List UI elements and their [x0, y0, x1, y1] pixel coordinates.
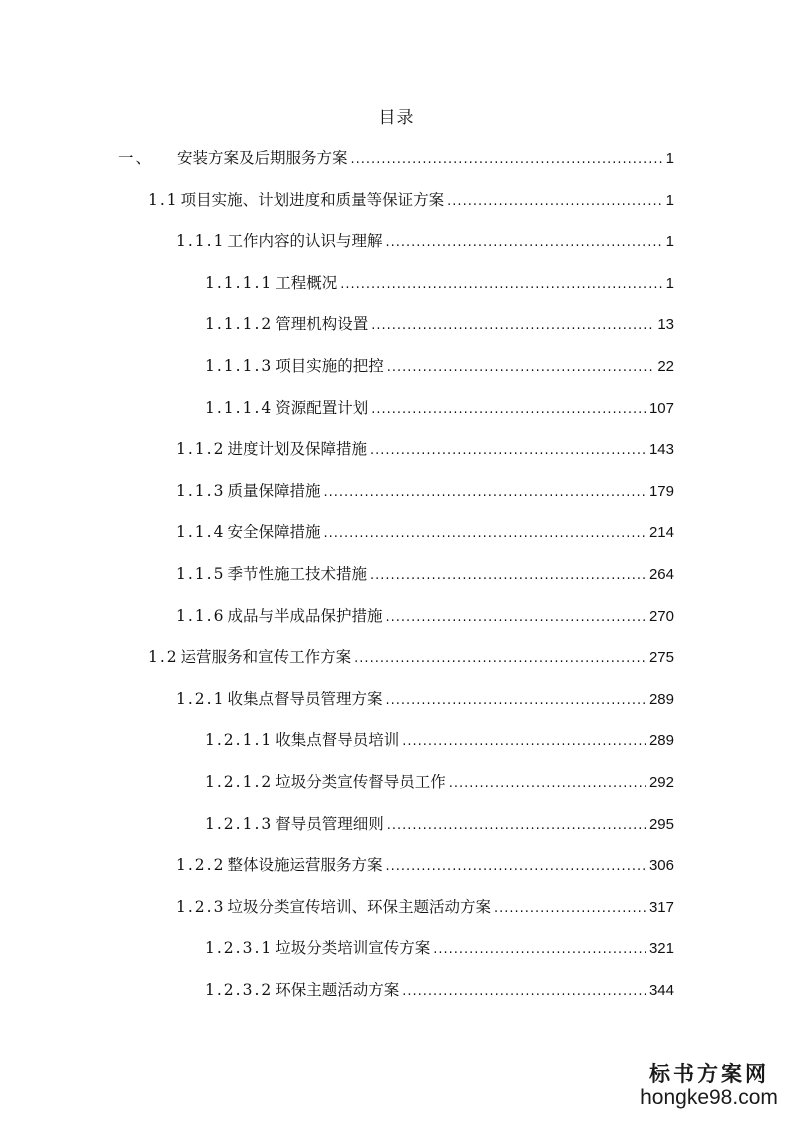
- toc-leader-dots: [354, 641, 646, 677]
- toc-entry-title: 督导员管理细则: [275, 814, 384, 833]
- toc-entry-page: 321: [648, 940, 674, 958]
- toc-entry-page: 22: [657, 358, 674, 375]
- toc-entry-page: 107: [648, 399, 674, 417]
- toc-entry-number: 1.2: [148, 648, 179, 667]
- toc-entry[interactable]: [176, 681, 674, 717]
- toc-entry-title: 收集点督导员培训: [275, 731, 400, 750]
- toc-entry-title: 垃圾分类培训宣传方案: [275, 939, 431, 958]
- toc-entry-page: 295: [648, 815, 674, 833]
- toc-entry-title: 安全保障措施: [227, 523, 321, 542]
- toc-entry-number: 1.2.2: [176, 856, 226, 875]
- toc-leader-dots: [370, 558, 646, 594]
- toc-entry-number: 1.2.3.2: [205, 981, 274, 999]
- toc-leader-dots: [402, 724, 646, 760]
- toc-entry[interactable]: [148, 639, 674, 675]
- toc-entry[interactable]: [118, 140, 674, 176]
- toc-entry-title: 整体设施运营服务方案: [227, 856, 383, 875]
- toc-leader-dots: [323, 516, 646, 552]
- toc-entry-title: 垃圾分类宣传培训、环保主题活动方案: [227, 897, 491, 916]
- toc-entry-number: 1.2.1.3: [205, 814, 274, 833]
- toc-entry-page: 1: [665, 191, 674, 209]
- toc-entry-number: 1.2.3.1: [205, 939, 274, 958]
- toc-entry-title: 项目实施的把控: [275, 357, 384, 375]
- toc-entry-number: 1.1.4: [176, 523, 226, 542]
- toc-entry-title: 进度计划及保障措施: [227, 440, 367, 459]
- toc-entry-page: 13: [657, 316, 674, 334]
- toc-entry-page: 214: [648, 524, 674, 542]
- toc-leader-dots: [447, 184, 662, 220]
- toc-entry-page: 306: [648, 857, 674, 875]
- toc-entry-number: 1.2.3: [176, 897, 226, 916]
- toc-entry-title: 工作内容的认识与理解: [227, 232, 383, 251]
- toc-entry[interactable]: [205, 930, 674, 966]
- toc-leader-dots: [323, 475, 646, 511]
- toc-entry-title: 质量保障措施: [227, 481, 321, 500]
- toc-entry-page: 275: [648, 649, 674, 667]
- toc-entry-page: 270: [648, 607, 674, 625]
- toc-entry-number: 1.1.1.4: [205, 398, 274, 417]
- toc-entry-number: 1.1.1.2: [205, 315, 274, 334]
- toc-leader-dots: [351, 142, 663, 178]
- toc-leader-dots: [449, 766, 646, 802]
- toc-entry-page: 143: [648, 441, 674, 459]
- toc-entry-number: 1.1.2: [176, 440, 226, 459]
- toc-entry[interactable]: [205, 265, 674, 301]
- toc-entry[interactable]: [176, 556, 674, 592]
- toc-entry-number: 一、: [118, 149, 154, 167]
- toc-entry-page: 179: [648, 482, 674, 500]
- toc-entry-page: 292: [648, 774, 674, 791]
- toc-leader-dots: [370, 433, 646, 469]
- toc-entry[interactable]: [148, 182, 674, 218]
- toc-entry[interactable]: [205, 390, 674, 426]
- toc-entry-title: 管理机构设置: [275, 315, 369, 334]
- toc-entry-page: 289: [648, 732, 674, 750]
- toc-leader-dots: [371, 308, 654, 344]
- toc-entry-number: 1.1.6: [176, 606, 226, 625]
- toc-leader-dots: [433, 932, 646, 968]
- toc-entry[interactable]: [205, 972, 674, 1008]
- toc-entry-number: 1.1.3: [176, 481, 226, 500]
- toc-entry-number: 1.2.1.2: [205, 773, 274, 791]
- toc-entry[interactable]: [176, 889, 674, 925]
- toc-entry-title: 垃圾分类宣传督导员工作: [275, 773, 446, 791]
- toc-leader-dots: [402, 974, 646, 1010]
- toc-leader-dots: [387, 350, 655, 386]
- toc-leader-dots: [385, 849, 646, 885]
- toc-entry-page: 289: [648, 690, 674, 708]
- toc-entry-page: 264: [648, 566, 674, 583]
- toc-entry-title: 收集点督导员管理方案: [227, 689, 383, 708]
- toc-entry[interactable]: [205, 806, 674, 842]
- toc-title: 目录: [378, 108, 415, 128]
- toc-entry-title: 成品与半成品保护措施: [227, 606, 383, 625]
- watermark-name: 标书方案网: [649, 1061, 769, 1086]
- toc-entry-number: 1.2.1.1: [205, 731, 274, 750]
- toc-entry-title: 环保主题活动方案: [275, 981, 400, 999]
- toc-entry[interactable]: [176, 473, 674, 509]
- toc-leader-dots: [385, 600, 646, 636]
- toc-leader-dots: [385, 225, 662, 261]
- toc-entry[interactable]: [205, 348, 674, 384]
- toc-leader-dots: [340, 267, 662, 303]
- toc-leader-dots: [371, 392, 646, 428]
- toc-entry-title: 运营服务和宣传工作方案: [180, 648, 352, 667]
- toc-entry[interactable]: [205, 306, 674, 342]
- toc-entry-number: 1.1: [148, 190, 179, 209]
- toc-entry-page: 1: [665, 150, 674, 167]
- toc-leader-dots: [494, 891, 646, 927]
- watermark: [639, 1058, 779, 1110]
- toc-entry[interactable]: [176, 431, 674, 467]
- toc-leader-dots: [387, 808, 646, 844]
- toc-entry-number: 1.1.1.3: [205, 357, 274, 375]
- toc-entry-page: 344: [648, 982, 674, 999]
- toc-entry-number: 1.1.1.1: [205, 273, 274, 292]
- toc-entry-title: 工程概况: [275, 273, 338, 292]
- toc-entry-page: 1: [665, 274, 674, 292]
- toc-entry-title: 安装方案及后期服务方案: [177, 149, 348, 167]
- toc-entry-number: 1.1.5: [176, 565, 226, 583]
- toc-entry-title: 资源配置计划: [275, 398, 369, 417]
- toc-entry[interactable]: [205, 764, 674, 800]
- toc-entry-title: 季节性施工技术措施: [227, 565, 367, 583]
- toc-entry-number: 1.1.1: [176, 232, 226, 251]
- toc-entry[interactable]: [176, 223, 674, 259]
- toc-entry[interactable]: [176, 514, 674, 550]
- toc-entry-page: 317: [648, 898, 674, 916]
- toc-entry[interactable]: [205, 722, 674, 758]
- toc-entry-page: 1: [665, 233, 674, 251]
- toc-entry-number: 1.2.1: [176, 689, 226, 708]
- toc-entry-title: 项目实施、计划进度和质量等保证方案: [180, 190, 445, 209]
- toc-entry[interactable]: [176, 598, 674, 634]
- toc-entry[interactable]: [176, 847, 674, 883]
- watermark-url: hongke98.com: [640, 1086, 778, 1109]
- toc-leader-dots: [385, 683, 646, 719]
